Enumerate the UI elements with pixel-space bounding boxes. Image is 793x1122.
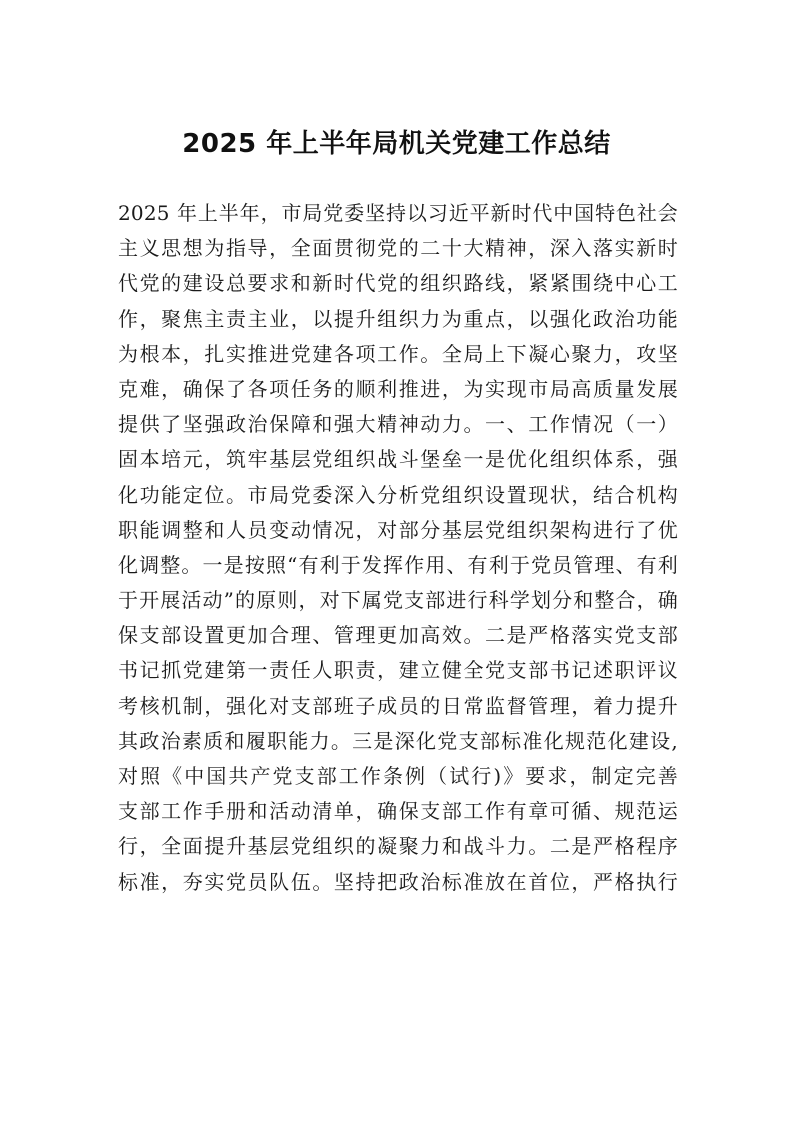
body-line: 保支部设置更加合理、管理更加高效。二是严格落实党支部 <box>118 623 678 648</box>
body-line: 提供了坚强政治保障和强大精神动力。一、工作情况（一） <box>118 412 678 437</box>
body-line: 化调整。一是按照“有利于发挥作用、有利于党员管理、有利 <box>118 552 678 577</box>
body-line: 支部工作手册和活动清单，确保支部工作有章可循、规范运 <box>118 799 678 824</box>
body-line: 书记抓党建第一责任人职责，建立健全党支部书记述职评议 <box>118 658 678 683</box>
body-line: 为根本，扎实推进党建各项工作。全局上下凝心聚力，攻坚 <box>118 341 678 366</box>
document-title: 2025 年上半年局机关党建工作总结 <box>182 129 611 159</box>
body-line: 固本培元，筑牢基层党组织战斗堡垒一是优化组织体系，强 <box>118 447 678 472</box>
body-line: 克难，确保了各项任务的顺利推进，为实现市局高质量发展 <box>118 376 678 401</box>
body-line: 主义思想为指导，全面贯彻党的二十大精神，深入落实新时 <box>118 236 678 261</box>
body-line: 对照《中国共产党支部工作条例（试行)》要求，制定完善 <box>118 764 678 788</box>
body-line: 于开展活动”的原则，对下属党支部进行科学划分和整合，确 <box>118 588 678 613</box>
body-line: 职能调整和人员变动情况，对部分基层党组织架构进行了优 <box>118 517 678 542</box>
body-line: 行，全面提升基层党组织的凝聚力和战斗力。二是严格程序 <box>118 834 678 859</box>
body-line: 2025 年上半年，市局党委坚持以习近平新时代中国特色社会 <box>118 201 678 225</box>
body-line: 其政治素质和履职能力。三是深化党支部标准化规范化建设, <box>118 728 678 753</box>
body-line: 代党的建设总要求和新时代党的组织路线，紧紧围绕中心工 <box>118 271 678 296</box>
body-line: 标准，夯实党员队伍。坚持把政治标准放在首位，严格执行 <box>118 869 678 894</box>
body-line: 作，聚焦主责主业，以提升组织力为重点，以强化政治功能 <box>118 306 678 331</box>
body-line: 考核机制，强化对支部班子成员的日常监督管理，着力提升 <box>118 693 678 718</box>
body-line: 化功能定位。市局党委深入分析党组织设置现状，结合机构 <box>118 482 678 507</box>
document-body <box>118 196 678 900</box>
